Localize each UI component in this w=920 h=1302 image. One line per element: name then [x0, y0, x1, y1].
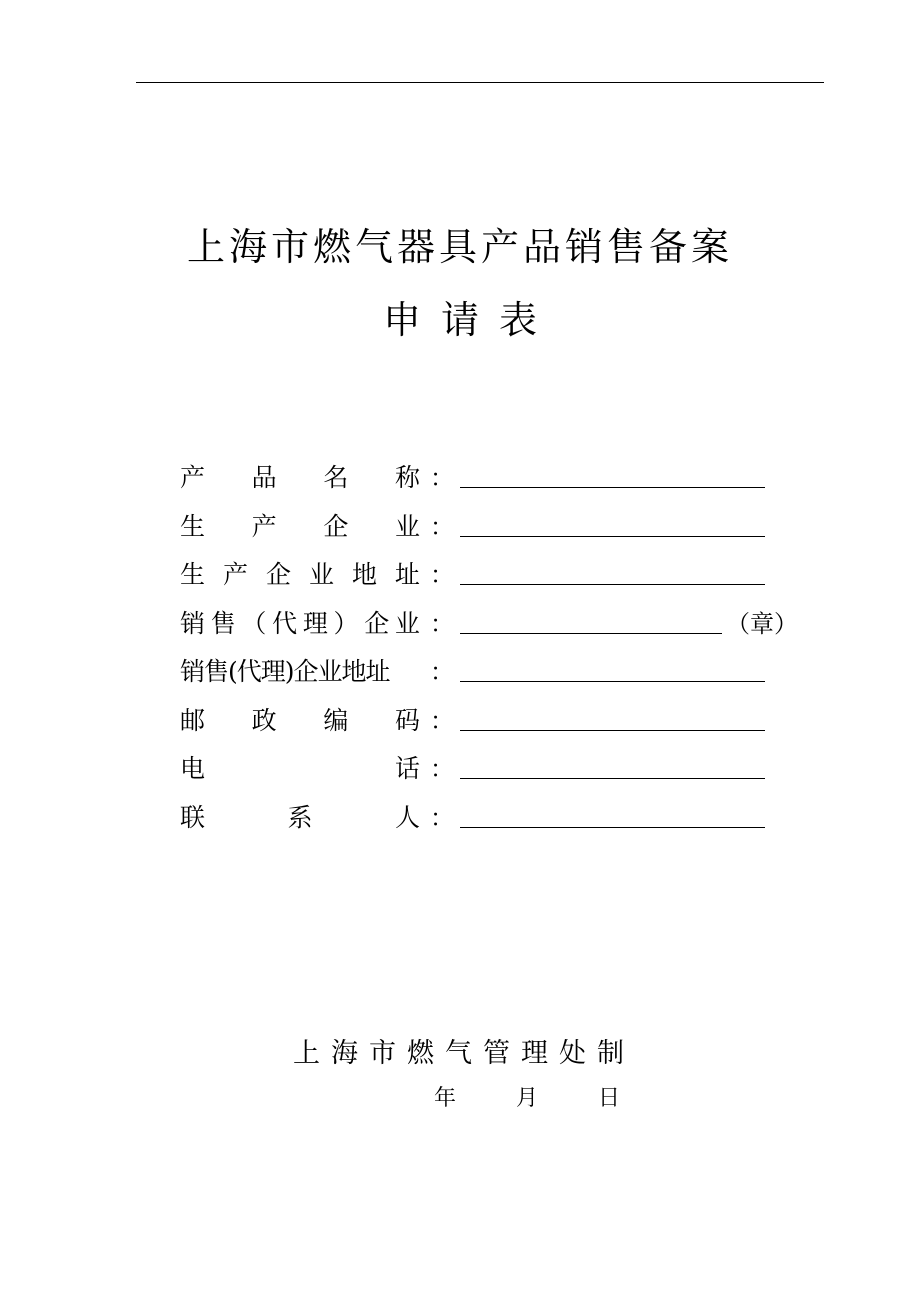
field-sales-agent — [180, 602, 800, 651]
field-manufacturer — [180, 505, 800, 554]
label-char: 编 — [323, 705, 349, 735]
date-day: 日 — [598, 1086, 621, 1111]
label-char: 政 — [251, 705, 277, 735]
field-postal-code — [180, 699, 800, 748]
label-char: 品 — [251, 463, 277, 492]
label-char: ） — [333, 608, 359, 638]
field-label — [180, 747, 420, 781]
field-label: 销售(代理)企业地址 — [180, 657, 390, 686]
label-char: 企 — [323, 511, 349, 541]
field-phone — [180, 747, 800, 796]
field-manufacturer-address — [180, 553, 800, 602]
date-month: 月 — [516, 1086, 539, 1111]
label-char: 业 — [394, 511, 420, 541]
field-sales-agent-address — [180, 650, 800, 699]
sales-agent-address-blank[interactable] — [460, 681, 765, 682]
label-char: 称 — [394, 463, 420, 492]
label-char: 址 — [394, 560, 420, 589]
form-title: 上海市燃气器具产品销售备案 — [186, 225, 733, 269]
label-char: 电 — [180, 754, 206, 783]
header-rule — [136, 82, 824, 83]
manufacturer-blank[interactable] — [460, 536, 765, 537]
label-char: 联 — [180, 802, 206, 832]
label-char: 售 — [210, 608, 236, 638]
field-colon: ： — [430, 706, 454, 735]
label-char: 地 — [351, 560, 377, 589]
field-colon: ： — [430, 464, 454, 492]
label-char: 产 — [222, 560, 248, 589]
field-label — [180, 602, 420, 636]
label-char: 产 — [251, 511, 277, 541]
label-char: 生 — [180, 560, 206, 589]
label-char: 名 — [323, 463, 349, 492]
contact-person-blank[interactable] — [460, 827, 765, 828]
postal-code-blank[interactable] — [460, 730, 765, 731]
field-colon: ： — [430, 609, 454, 638]
field-colon: ： — [430, 755, 454, 783]
label-char: 销 — [180, 608, 206, 638]
application-fields — [180, 456, 800, 844]
label-char: 企 — [265, 560, 291, 589]
field-label — [180, 796, 420, 830]
field-colon: ： — [430, 512, 454, 541]
label-char: 业 — [308, 560, 334, 589]
label-char: 话 — [394, 754, 420, 783]
field-contact-person — [180, 796, 800, 845]
seal-note: （章） — [726, 609, 798, 638]
field-product-name — [180, 456, 800, 505]
label-char: 生 — [180, 511, 206, 541]
field-colon: ： — [430, 803, 454, 832]
label-char: 企 — [364, 608, 390, 638]
label-char: 码 — [394, 705, 420, 735]
product-name-blank[interactable] — [460, 487, 765, 488]
field-label — [180, 456, 420, 490]
sales-agent-blank[interactable] — [460, 633, 722, 634]
label-char: 系 — [287, 802, 313, 832]
field-label — [180, 553, 420, 587]
form-subtitle: 申请表 — [382, 298, 557, 342]
field-colon: ： — [430, 561, 454, 589]
field-label — [180, 505, 420, 539]
date-year: 年 — [434, 1086, 457, 1111]
label-char: 业 — [394, 608, 420, 638]
field-label — [180, 699, 420, 733]
manufacturer-address-blank[interactable] — [460, 584, 765, 585]
label-char: 代 — [272, 608, 298, 638]
field-colon: ： — [430, 658, 454, 686]
label-char: （ — [241, 608, 267, 638]
phone-blank[interactable] — [460, 778, 765, 779]
label-char: 理 — [302, 608, 328, 638]
label-char: 产 — [180, 463, 206, 492]
label-char: 人 — [394, 802, 420, 832]
label-char: 邮 — [180, 705, 206, 735]
issuer: 上海市燃气管理处制 — [293, 1038, 635, 1069]
